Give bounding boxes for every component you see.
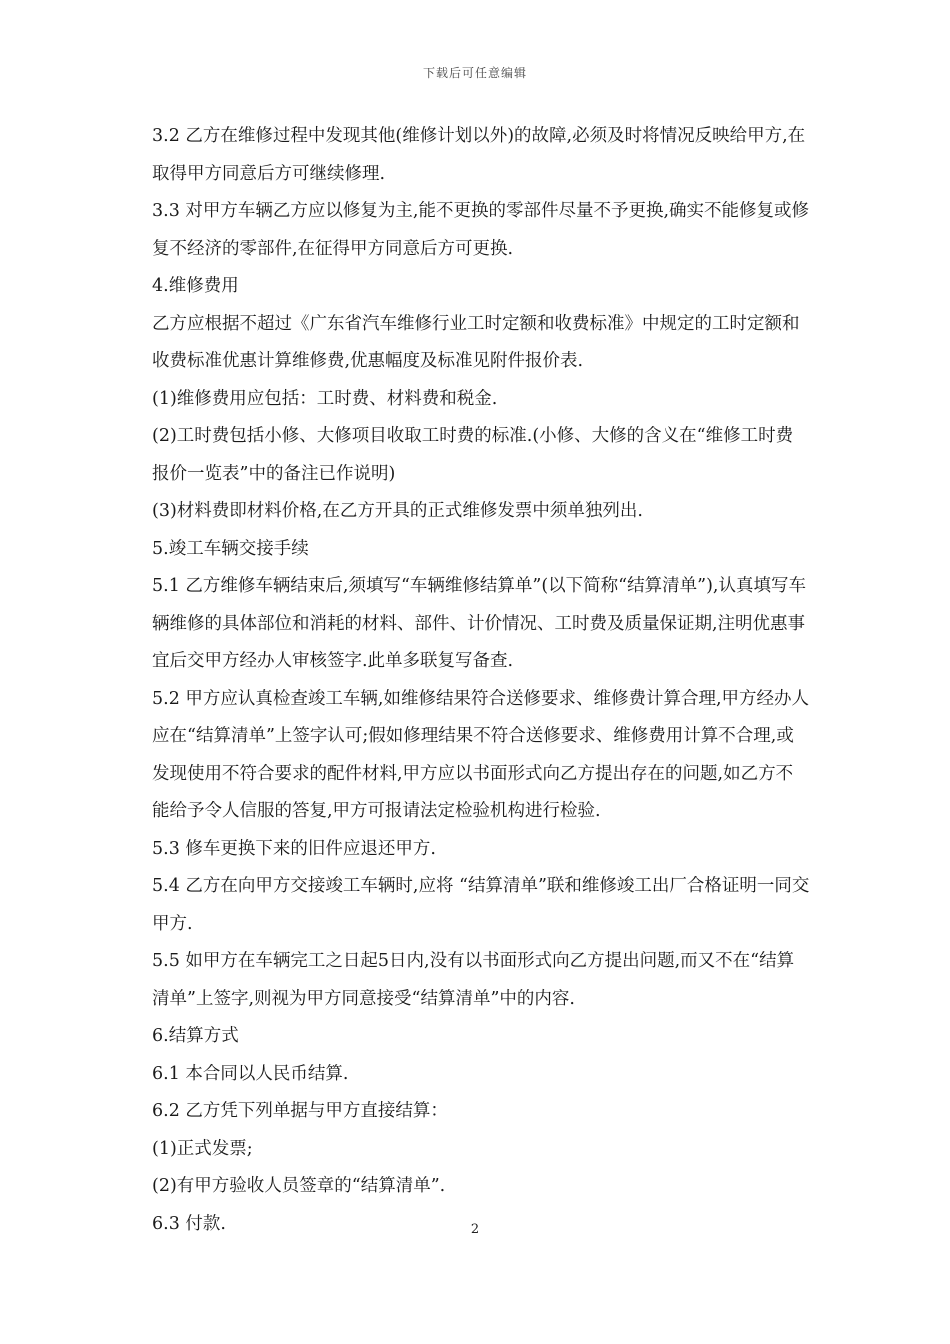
page-number: 2 xyxy=(470,1222,480,1237)
paragraph-4-item-2: (2)工时费包括小修、大修项目收取工时费的标准.(小修、大修的含义在“维修工时费报价一览表”中的备注已作说明) xyxy=(152,426,794,484)
section-heading-6: 6.结算方式 xyxy=(152,1026,239,1046)
paragraph-5-1: 5.1 乙方维修车辆结束后,须填写“车辆维修结算单”(以下简称“结算清单”),认真填写车辆维修的具体部位和消耗的材料、部件、计价情况、工时费及质量保证期,注明优惠事宜后交甲方经办人审核签字.此单多联复写备查. xyxy=(152,576,806,671)
paragraph-6-1: 6.1 本合同以人民币结算. xyxy=(152,1063,349,1084)
paragraph-5-5: 5.5 如甲方在车辆完工之日起5日内,没有以书面形式向乙方提出问题,而又不在“结算清单”上签字,则视为甲方同意接受“结算清单”中的内容. xyxy=(152,951,795,1009)
paragraph-3-2: 3.2 乙方在维修过程中发现其他(维修计划以外)的故障,必须及时将情况反映给甲方,在取得甲方同意后方可继续修理. xyxy=(152,126,806,184)
paragraph-5-4: 5.4 乙方在向甲方交接竣工车辆时,应将 “结算清单”联和维修竣工出厂合格证明一同交甲方. xyxy=(152,876,810,934)
paragraph-4-item-3: (3)材料费即材料价格,在乙方开具的正式维修发票中须单独列出. xyxy=(152,501,643,521)
paragraph-5-2: 5.2 甲方应认真检查竣工车辆,如维修结果符合送修要求、维修费计算合理,甲方经办人应在“结算清单”上签字认可;假如修理结果不符合送修要求、维修费用计算不合理,或发现使用不符合要求的配件材料,甲方应以书面形式向乙方提出存在的问题,如乙方不能给予令人信服的答复,甲方可报请法定检验机构进行检验. xyxy=(152,688,810,821)
paragraph-6-2-item-1: (1)正式发票; xyxy=(152,1138,253,1159)
page-header: 下载后可任意编辑 xyxy=(422,66,527,80)
paragraph-5-3: 5.3 修车更换下来的旧件应退还甲方. xyxy=(152,838,436,859)
paragraph-4-item-1: (1)维修费用应包括：工时费、材料费和税金. xyxy=(152,388,498,409)
paragraph-6-2: 6.2 乙方凭下列单据与甲方直接结算： xyxy=(152,1101,448,1121)
section-heading-5: 5.竣工车辆交接手续 xyxy=(152,538,309,559)
paragraph-3-3: 3.3 对甲方车辆乙方应以修复为主,能不更换的零部件尽量不予更换,确实不能修复或修复不经济的零部件,在征得甲方同意后方可更换. xyxy=(152,201,810,259)
paragraph-4-intro: 乙方应根据不超过《广东省汽车维修行业工时定额和收费标准》中规定的工时定额和收费标准优惠计算维修费,优惠幅度及标准见附件报价表. xyxy=(152,313,800,371)
document-body xyxy=(140,118,810,1243)
paragraph-6-2-item-2: (2)有甲方验收人员签章的“结算清单”. xyxy=(152,1176,446,1196)
section-heading-4: 4.维修费用 xyxy=(152,276,239,296)
paragraph-6-3: 6.3 付款. xyxy=(152,1213,226,1234)
